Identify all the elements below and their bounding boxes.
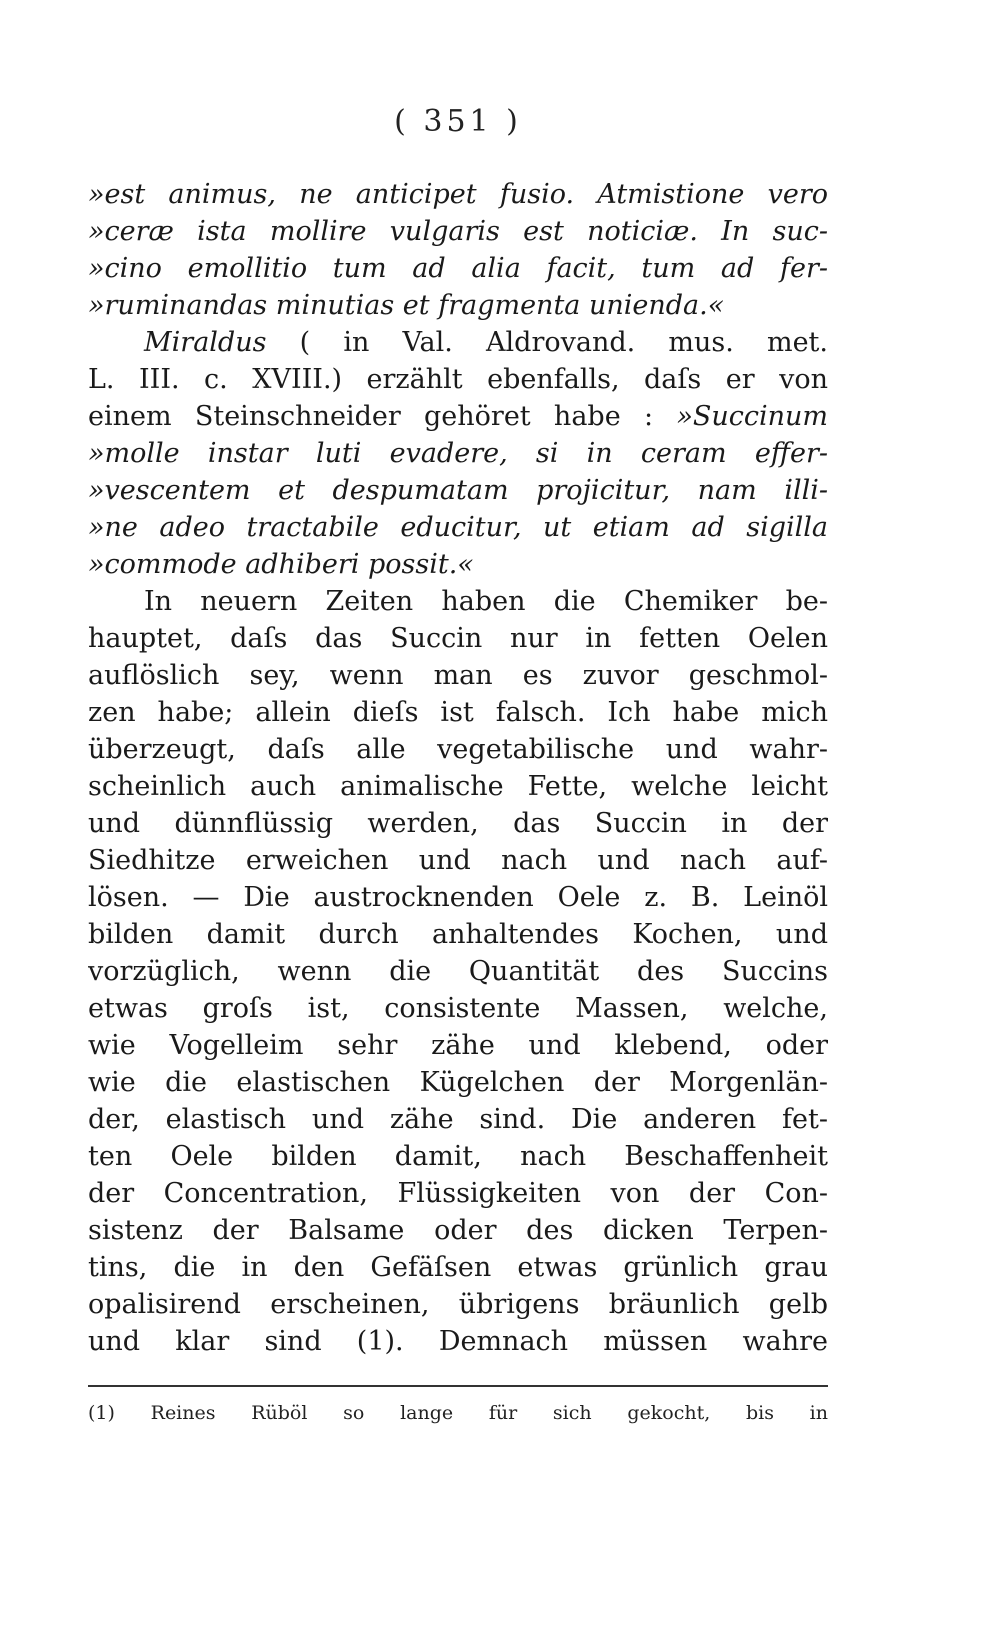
text-line: vorzüglich, wenn die Quantität des Succins — [88, 956, 828, 987]
text-line: »ruminandas minutias et fragmenta unienda.« — [88, 290, 725, 321]
body-text — [88, 176, 828, 1360]
text-line: und dünnflüssig werden, das Succin in der — [88, 808, 828, 839]
text-line: opalisirend erscheinen, übrigens bräunlich gelb — [88, 1289, 828, 1320]
text-line: L. III. c. XVIII.) erzählt ebenfalls, daſs er von — [88, 364, 828, 395]
footnote-divider — [88, 1385, 828, 1387]
text-line: tins, die in den Gefäſsen etwas grünlich grau — [88, 1252, 828, 1283]
text-line: Siedhitze erweichen und nach und nach auf- — [88, 845, 828, 876]
text-line: »vescentem et despumatam projicitur, nam illi- — [88, 475, 828, 506]
author-name: Miraldus — [144, 327, 267, 358]
text-line: auflöslich sey, wenn man es zuvor geschmol- — [88, 660, 828, 691]
text-line: »est animus, ne anticipet fusio. Atmistione vero — [88, 179, 828, 210]
text-line: sistenz der Balsame oder des dicken Terpen- — [88, 1215, 828, 1246]
text-line: der Concentration, Flüssigkeiten von der Con- — [88, 1178, 828, 1209]
text-line: wie die elastischen Kügelchen der Morgenlän- — [88, 1067, 828, 1098]
text-line: etwas groſs ist, consistente Massen, welche, — [88, 993, 828, 1024]
text-line: »commode adhiberi possit.« — [88, 549, 474, 580]
text-line — [88, 398, 828, 435]
text-line: »ne adeo tractabile educitur, ut etiam ad sigilla — [88, 512, 828, 543]
text-line: »ceræ ista mollire vulgaris est noticiæ. In suc- — [88, 216, 828, 247]
text-line: hauptet, daſs das Succin nur in fetten Oelen — [88, 623, 828, 654]
text-line — [88, 324, 828, 361]
text-line: überzeugt, daſs alle vegetabilische und wahr- — [88, 734, 828, 765]
text-segment: einem Steinschneider gehöret habe : — [88, 401, 654, 432]
footnote: (1) Reines Rüböl so lange für sich gekocht, bis in — [88, 1402, 828, 1424]
text-line: und klar sind (1). Demnach müssen wahre — [88, 1326, 828, 1357]
text-line: ten Oele bilden damit, nach Beschaffenheit — [88, 1141, 828, 1172]
page-number: ( 351 ) — [394, 104, 522, 139]
citation-text: ( in Val. Aldrovand. mus. met. — [299, 327, 828, 358]
text-line: zen habe; allein dieſs ist falsch. Ich habe mich — [88, 697, 828, 728]
text-line: bilden damit durch anhaltendes Kochen, und — [88, 919, 828, 950]
text-line: wie Vogelleim sehr zähe und klebend, oder — [88, 1030, 828, 1061]
text-line: der, elastisch und zähe sind. Die anderen fet- — [88, 1104, 828, 1135]
text-line: »cino emollitio tum ad alia facit, tum ad fer- — [88, 253, 828, 284]
text-line: scheinlich auch animalische Fette, welche leicht — [88, 771, 828, 802]
text-line: lösen. — Die austrocknenden Oele z. B. Leinöl — [88, 882, 828, 913]
quote-start: »Succinum — [676, 401, 828, 432]
text-line: In neuern Zeiten haben die Chemiker be- — [144, 586, 828, 617]
text-line: »molle instar luti evadere, si in ceram effer- — [88, 438, 828, 469]
book-page — [88, 0, 828, 1651]
